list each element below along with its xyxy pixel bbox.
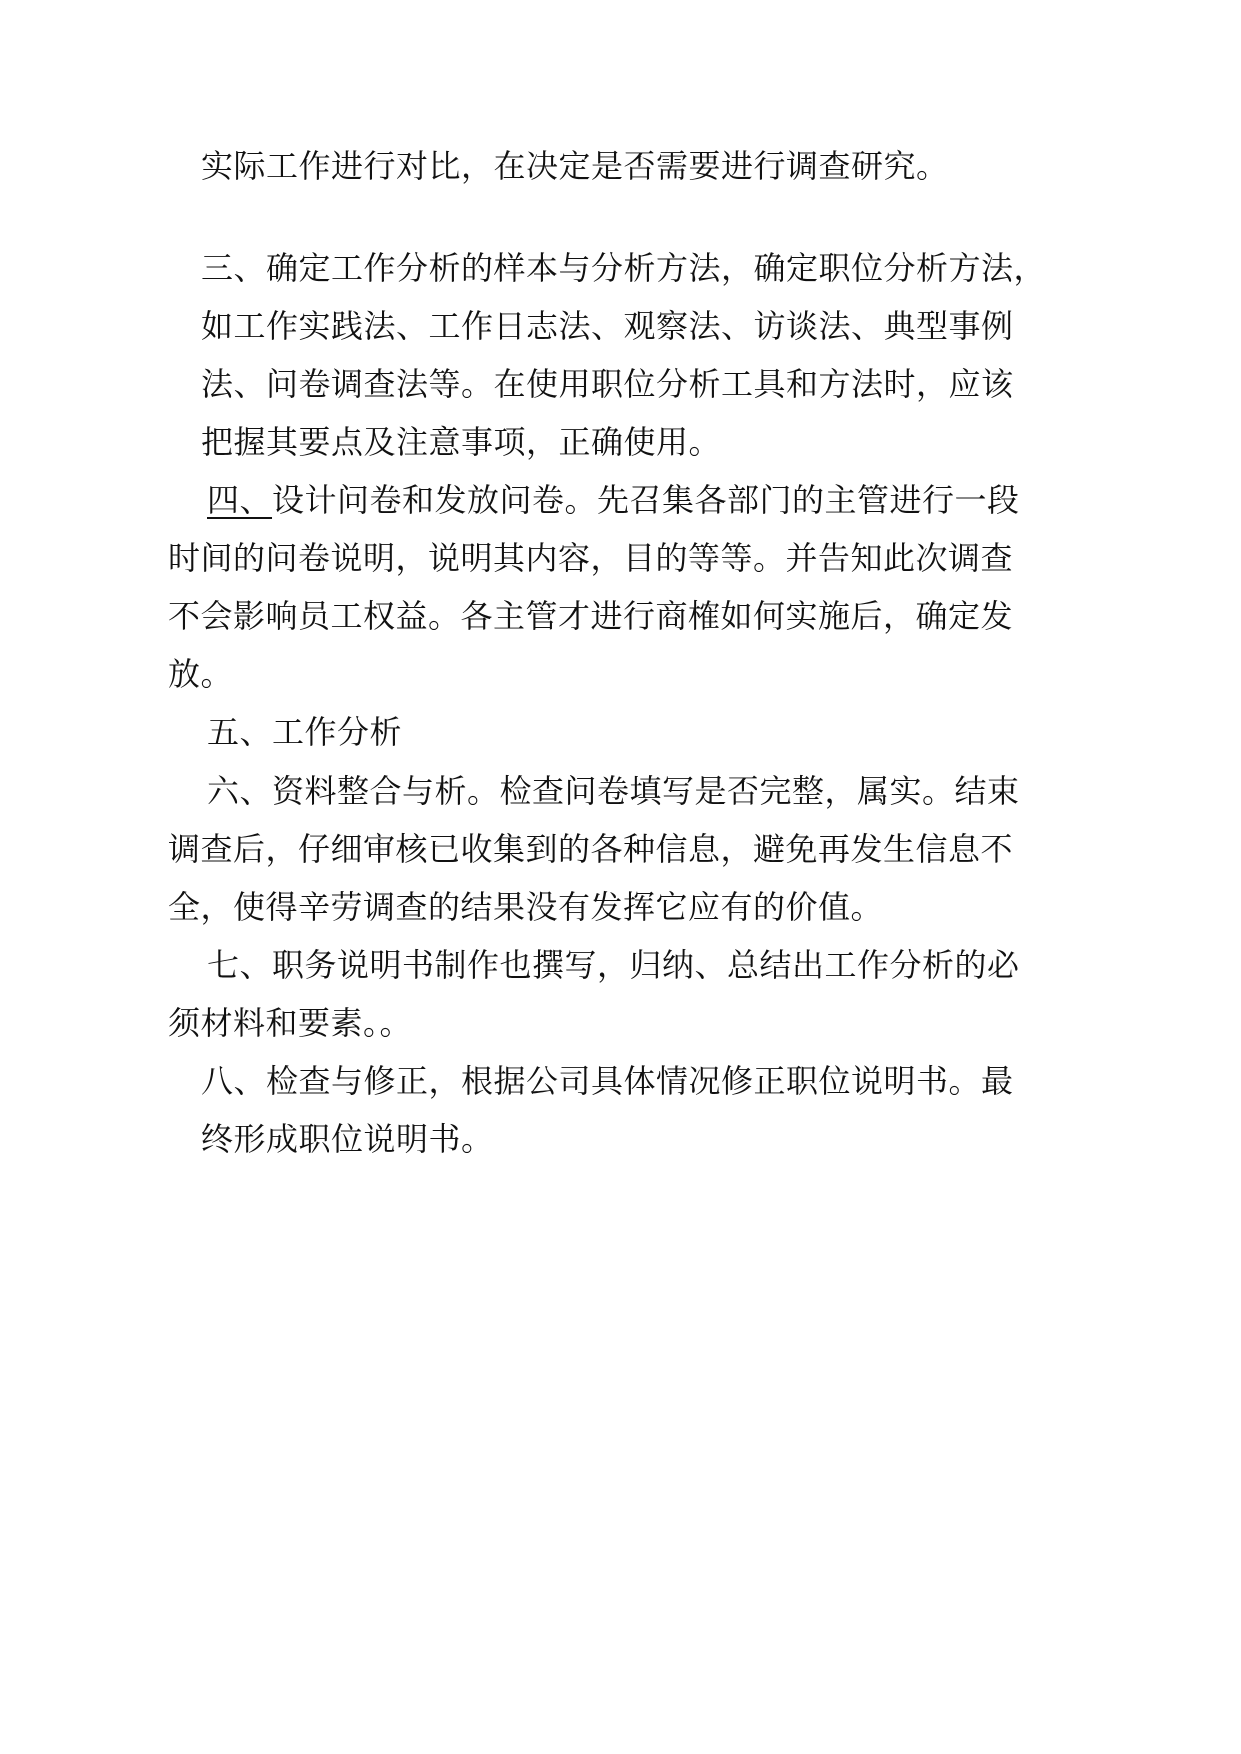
paragraph-7-line-2: 终形成职位说明书。: [201, 1120, 494, 1158]
paragraph-3-line-1-text: 设计问卷和发放问卷。先召集各部门的主管进行一段: [272, 481, 1020, 519]
paragraph-7-line-1: 八、检查与修正，根据公司具体情况修正职位说明书。最: [201, 1062, 1014, 1100]
paragraph-3-heading: 四、: [207, 481, 273, 519]
paragraph-3-line-3: 不会影响员工权益。各主管才进行商榷如何实施后，确定发: [168, 597, 1014, 635]
paragraph-6-line-2: 须材料和要素。。: [168, 1004, 413, 1042]
paragraph-3-line-2: 时间的问卷说明，说明其内容，目的等等。并告知此次调查: [168, 539, 1014, 577]
paragraph-3-line-4: 放。: [168, 655, 234, 693]
paragraph-2-line-1: 三、确定工作分析的样本与分析方法，确定职位分析方法，: [201, 249, 1047, 287]
paragraph-3-line-1: [207, 480, 1020, 520]
paragraph-2-line-3: 法、问卷调查法等。在使用职位分析工具和方法时，应该: [201, 365, 1014, 403]
paragraph-5-line-2: 调查后，仔细审核已收集到的各种信息，避免再发生信息不: [168, 830, 1014, 868]
paragraph-2-line-2: 如工作实践法、工作日志法、观察法、访谈法、典型事例: [201, 307, 1014, 345]
paragraph-5-line-1: 六、资料整合与析。检查问卷填写是否完整，属实。结束: [207, 772, 1020, 810]
paragraph-6-line-1: 七、职务说明书制作也撰写，归纳、总结出工作分析的必: [207, 946, 1020, 984]
paragraph-1-line-1: 实际工作进行对比，在决定是否需要进行调查研究。: [201, 147, 949, 185]
paragraph-4-line-1: 五、工作分析: [207, 713, 403, 751]
paragraph-5-line-3: 全，使得辛劳调查的结果没有发挥它应有的价值。: [168, 888, 884, 926]
paragraph-2-line-4: 把握其要点及注意事项，正确使用。: [201, 423, 722, 461]
